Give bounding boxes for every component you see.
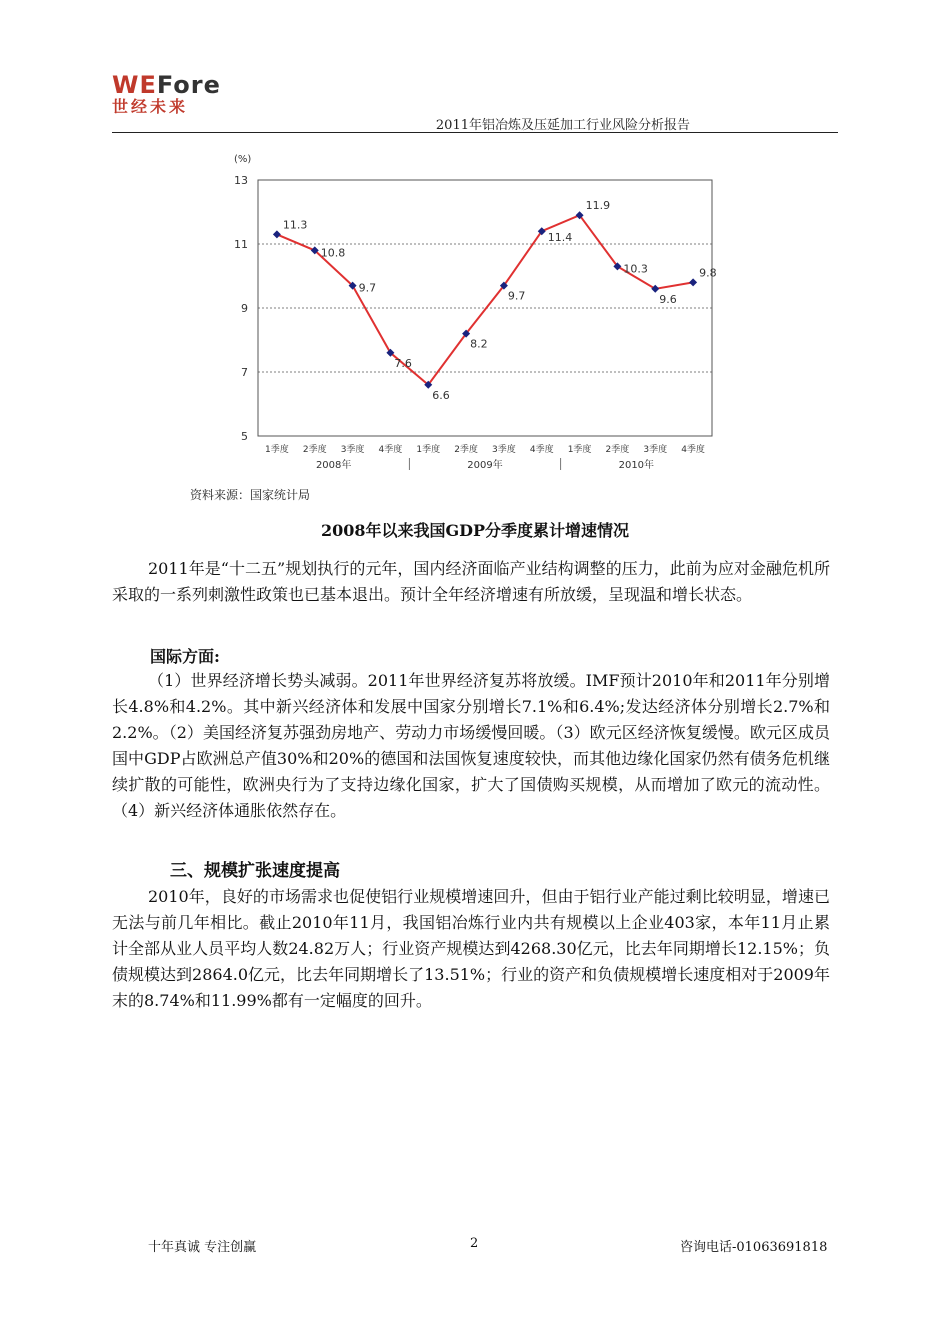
paragraph-international: （1）世界经济增长势头减弱。2011年世界经济复苏将放缓。IMF预计2010年和2011年分别增长4.8%和4.2%。其中新兴经济体和发展中国家分别增长7.1%和6.4%;发达经济体分别增长2.7%和2.2%。（2）美国经济复苏强劲房地产、劳动力市场缓慢回暖。（3）欧元区经济恢复缓慢。欧元区成员国中GDP占欧洲总产值30%和20%的德国和法国恢复速度较快，而其他边缘化国家仍然有债务危机继续扩散的可能性，欧洲央行为了支持边缘化国家，扩大了国债购买规模，从而增加了欧元的流动性。（4）新兴经济体通胀依然存在。: [112, 671, 830, 820]
header-divider: [112, 132, 838, 133]
x-tick-label: 1季度: [265, 445, 289, 455]
y-tick-label: 5: [241, 430, 248, 443]
page-number: 2: [470, 1236, 479, 1251]
footer-phone: 咨询电话-01063691818: [680, 1240, 828, 1255]
y-tick-label: 9: [241, 302, 248, 315]
data-value-label: 11.4: [547, 231, 573, 245]
data-value-label: 10.3: [623, 262, 648, 276]
footer-slogan: 十年真诚 专注创赢: [148, 1240, 257, 1255]
x-tick-label: 1季度: [416, 445, 441, 455]
data-value-label: 7.6: [394, 356, 412, 370]
x-tick-label: 3季度: [340, 445, 365, 455]
y-tick-label: 7: [241, 366, 248, 379]
data-value-label: 11.3: [282, 218, 308, 232]
data-value-label: 6.6: [432, 388, 450, 402]
data-point-marker: [273, 230, 281, 238]
x-tick-label: 4季度: [529, 445, 554, 455]
series-line: [277, 215, 693, 385]
figure-source: 资料来源：国家统计局: [190, 488, 311, 502]
x-tick-label: 2季度: [605, 445, 630, 455]
x-tick-label: 3季度: [492, 445, 516, 455]
x-tick-label: 2季度: [454, 445, 478, 455]
x-group-label: 2010年: [618, 460, 655, 471]
x-tick-label: 4季度: [681, 445, 705, 455]
y-axis-unit: (%): [234, 154, 252, 165]
logo-chinese: 世经未来: [112, 97, 189, 116]
x-tick-label: 1季度: [567, 445, 592, 455]
data-value-label: 9.7: [507, 289, 526, 303]
logo-brand: [112, 72, 221, 98]
data-value-label: 11.9: [585, 199, 611, 213]
data-value-label: 9.6: [659, 292, 677, 306]
data-value-label: 10.8: [320, 246, 346, 260]
figure-caption: 2008年以来我国GDP分季度累计增速情况: [320, 521, 630, 540]
paragraph-scale-expansion: 2010年，良好的市场需求也促使铝行业规模增速回升，但由于铝行业产能过剩比较明显，增速已无法与前几年相比。截止2010年11月，我国铝冶炼行业内共有规模以上企业403家，本年11月止累计全部从业人员平均人数24.82万人；行业资产规模达到4268.30亿元，比去年同期增长12.15%；负债规模达到2864.0亿元，比去年同期增长了13.51%；行业的资产和负债规模增长速度相对于2009年末的8.74%和11.99%都有一定幅度的回升。: [112, 887, 830, 1010]
data-value-label: 9.7: [358, 281, 377, 295]
company-logo: [112, 72, 221, 116]
x-group-label: 2009年: [467, 460, 503, 471]
data-value-label: 9.8: [699, 266, 717, 280]
y-tick-label: 13: [234, 174, 248, 187]
logo-brand-pre: WE: [112, 71, 157, 99]
gdp-line-chart: [228, 148, 728, 478]
data-point-marker: [689, 278, 697, 286]
y-tick-label: 11: [234, 238, 248, 251]
data-value-label: 8.2: [470, 337, 488, 351]
paragraph-economy-outlook: 2011年是“十二五”规划执行的元年，国内经济面临产业结构调整的压力，此前为应对金融危机所采取的一系列刺激性政策也已基本退出。预计全年经济增速有所放缓，呈现温和增长状态。: [112, 559, 830, 604]
report-title: 2011年铝冶炼及压延加工行业风险分析报告: [435, 118, 690, 133]
x-tick-label: 2季度: [302, 445, 327, 455]
international-heading: 国际方面:: [150, 647, 220, 666]
x-group-label: 2008年: [315, 460, 352, 471]
x-tick-label: 3季度: [643, 445, 668, 455]
x-tick-label: 4季度: [378, 445, 403, 455]
section-3-heading: 三、规模扩张速度提高: [170, 861, 340, 881]
logo-brand-post: Fore: [156, 71, 221, 99]
